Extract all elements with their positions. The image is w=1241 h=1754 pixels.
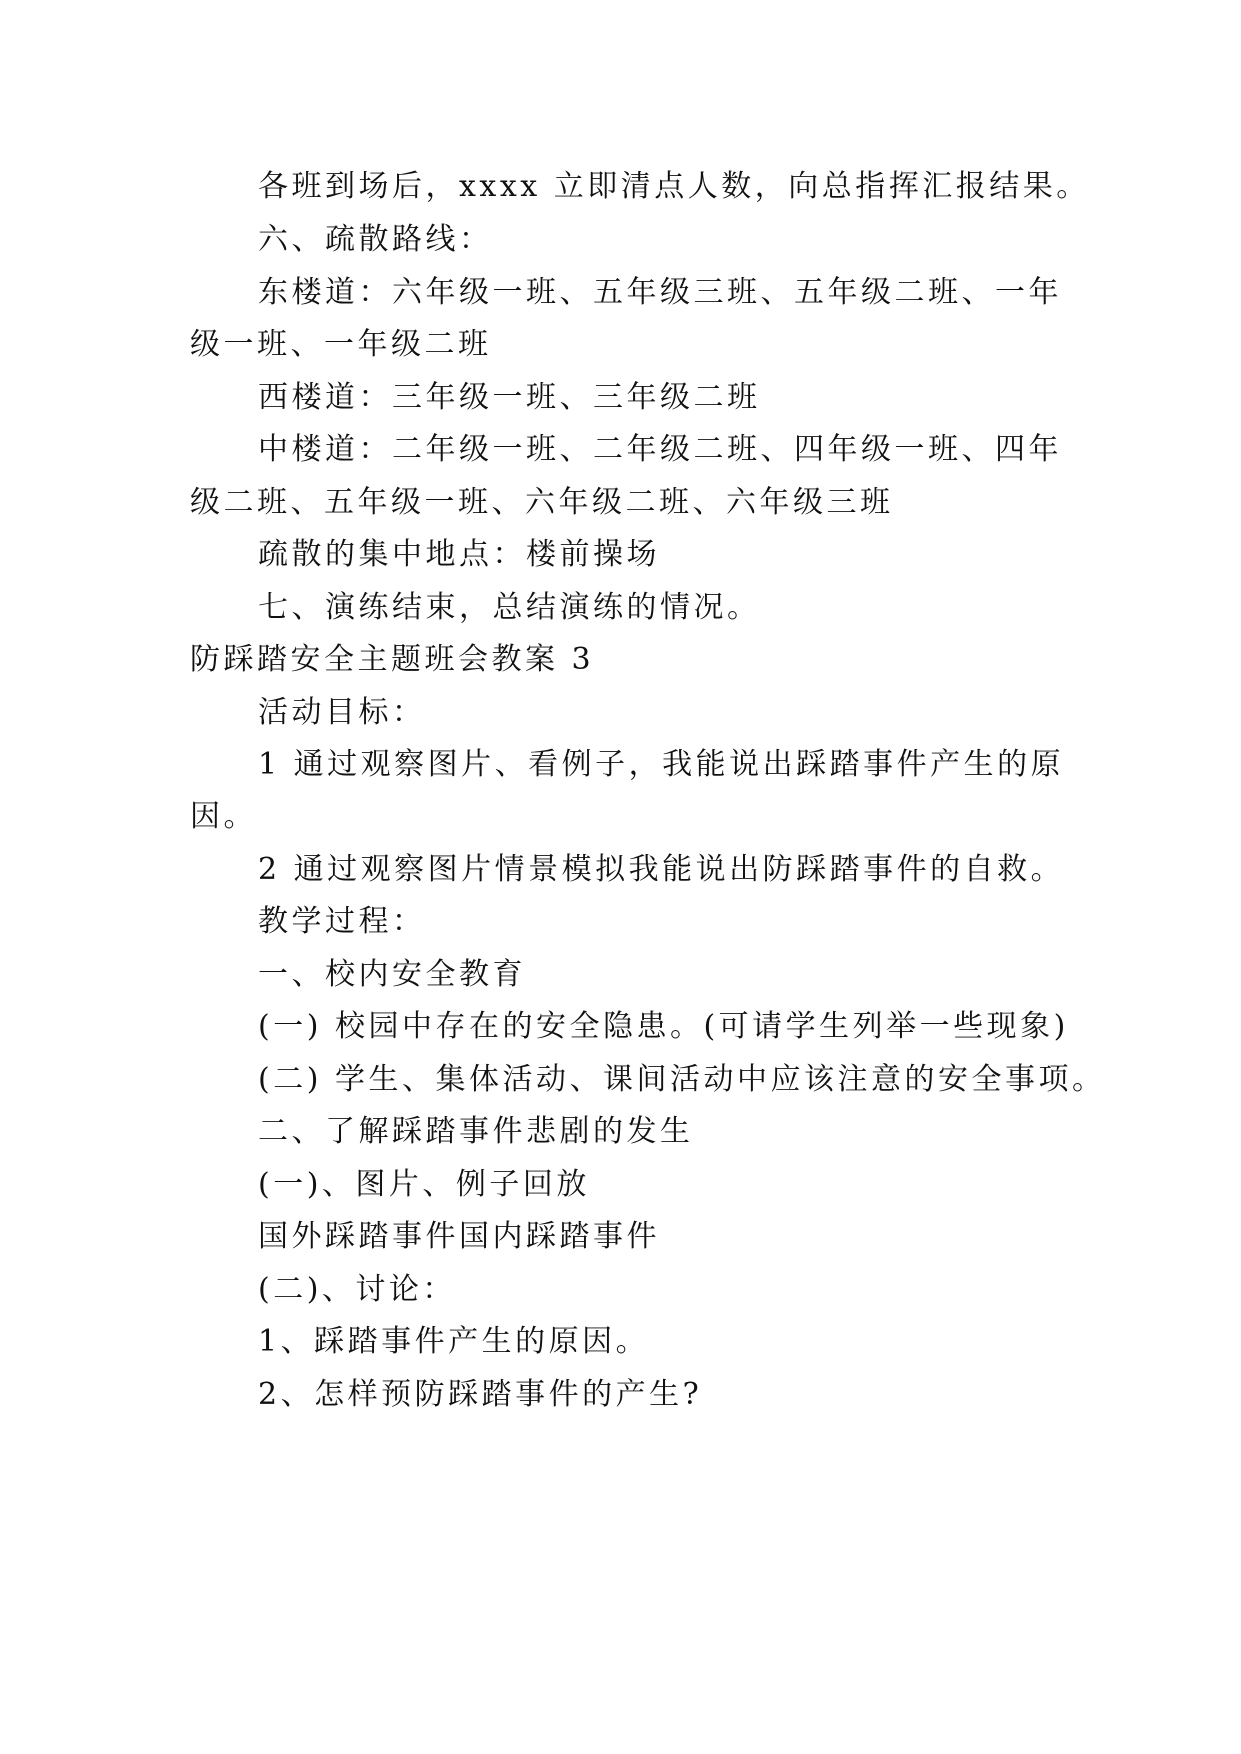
paragraph-line: 因。 xyxy=(190,799,257,834)
paragraph-line: 1 通过观察图片、看例子，我能说出踩踏事件产生的原 xyxy=(258,747,1065,782)
section-heading: 一、校内安全教育 xyxy=(258,957,526,992)
section-heading: 教学过程： xyxy=(258,904,426,939)
paragraph-line: 2、怎样预防踩踏事件的产生? xyxy=(258,1377,703,1412)
paragraph-line: (一)、图片、例子回放 xyxy=(258,1167,590,1202)
document-title: 防踩踏安全主题班会教案 3 xyxy=(190,642,595,677)
paragraph-line: 中楼道：二年级一班、二年级二班、四年级一班、四年 xyxy=(258,432,1062,467)
paragraph-line: (一) 校园中存在的安全隐患。(可请学生列举一些现象) xyxy=(258,1009,1069,1044)
section-heading: 六、疏散路线： xyxy=(258,222,493,257)
paragraph-line: 2 通过观察图片情景模拟我能说出防踩踏事件的自救。 xyxy=(258,852,1065,887)
paragraph-line: 级二班、五年级一班、六年级二班、六年级三班 xyxy=(190,485,894,520)
section-heading: 活动目标： xyxy=(258,695,426,730)
paragraph-line: 级一班、一年级二班 xyxy=(190,327,492,362)
paragraph-line: 1、踩踏事件产生的原因。 xyxy=(258,1324,650,1359)
paragraph-line: 西楼道：三年级一班、三年级二班 xyxy=(258,380,761,415)
paragraph-line: 国外踩踏事件国内踩踏事件 xyxy=(258,1219,660,1254)
paragraph-line: (二) 学生、集体活动、课间活动中应该注意的安全事项。 xyxy=(258,1062,1106,1097)
paragraph-line: 各班到场后，xxxx 立即清点人数，向总指挥汇报结果。 xyxy=(258,169,1090,204)
paragraph-line: 东楼道：六年级一班、五年级三班、五年级二班、一年 xyxy=(258,275,1062,310)
paragraph-line: 七、演练结束，总结演练的情况。 xyxy=(258,590,761,625)
paragraph-line: (二)、讨论： xyxy=(258,1272,456,1307)
section-heading: 二、了解踩踏事件悲剧的发生 xyxy=(258,1114,694,1149)
paragraph-line: 疏散的集中地点：楼前操场 xyxy=(258,537,660,572)
